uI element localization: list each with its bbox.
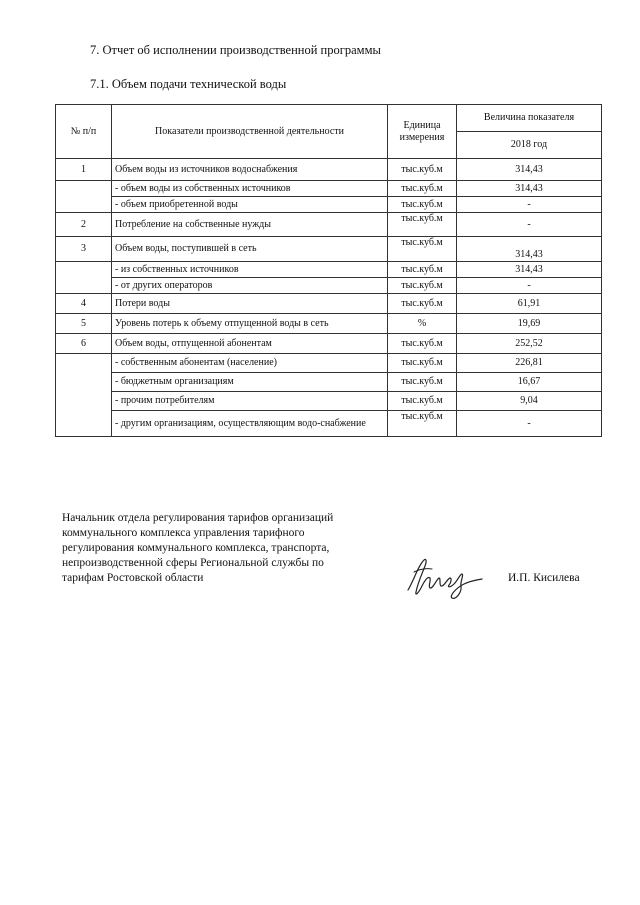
row-unit: тыс.куб.м bbox=[388, 278, 457, 294]
row-num bbox=[56, 262, 112, 294]
row-name: - от других операторов bbox=[112, 278, 388, 294]
table-row bbox=[56, 294, 602, 314]
row-value: 19,69 bbox=[457, 314, 602, 334]
table-row bbox=[56, 262, 602, 278]
water-supply-table bbox=[55, 104, 602, 437]
table-row bbox=[56, 314, 602, 334]
row-unit: тыс.куб.м bbox=[388, 411, 457, 437]
row-name: - из собственных источников bbox=[112, 262, 388, 278]
row-name: - прочим потребителям bbox=[112, 392, 388, 411]
row-value: 314,43 bbox=[457, 181, 602, 197]
table-row bbox=[56, 237, 602, 262]
row-num bbox=[56, 181, 112, 213]
row-value: 9,04 bbox=[457, 392, 602, 411]
row-value: - bbox=[457, 197, 602, 213]
row-num: 5 bbox=[56, 314, 112, 334]
row-value: - bbox=[457, 278, 602, 294]
header-value: Величина показателя bbox=[457, 105, 602, 132]
position-line: регулирования коммунального комплекса, транспорта, bbox=[62, 542, 330, 554]
header-num: № п/п bbox=[56, 105, 112, 159]
row-unit: % bbox=[388, 314, 457, 334]
row-unit: тыс.куб.м bbox=[388, 294, 457, 314]
row-name: Объем воды, поступившей в сеть bbox=[112, 237, 388, 262]
row-name: - бюджетным организациям bbox=[112, 373, 388, 392]
position-line: тарифам Ростовской области bbox=[62, 572, 204, 584]
row-unit: тыс.куб.м bbox=[388, 373, 457, 392]
position-line: непроизводственной сферы Региональной службы по bbox=[62, 557, 324, 569]
row-unit: тыс.куб.м bbox=[388, 197, 457, 213]
row-value: 16,67 bbox=[457, 373, 602, 392]
row-num: 1 bbox=[56, 159, 112, 181]
table-row bbox=[56, 392, 602, 411]
row-value: 314,43 bbox=[457, 237, 602, 262]
handwritten-signature bbox=[404, 552, 484, 602]
row-name: - собственным абонентам (население) bbox=[112, 354, 388, 373]
table-row bbox=[56, 354, 602, 373]
header-indicator: Показатели производственной деятельности bbox=[112, 105, 388, 159]
signatory-name: И.П. Кисилева bbox=[508, 572, 580, 584]
position-line: коммунального комплекса управления тарифного bbox=[62, 527, 305, 539]
row-unit: тыс.куб.м bbox=[388, 159, 457, 181]
position-line: Начальник отдела регулирования тарифов организаций bbox=[62, 512, 334, 524]
row-name: Объем воды из источников водоснабжения bbox=[112, 159, 388, 181]
table-row bbox=[56, 181, 602, 197]
row-num: 3 bbox=[56, 237, 112, 262]
row-unit: тыс.куб.м bbox=[388, 392, 457, 411]
row-name: Потребление на собственные нужды bbox=[112, 213, 388, 237]
table-row bbox=[56, 334, 602, 354]
row-name: - объем воды из собственных источников bbox=[112, 181, 388, 197]
table-row bbox=[56, 197, 602, 213]
table-row bbox=[56, 373, 602, 392]
table-row bbox=[56, 411, 602, 437]
row-name: Объем воды, отпущенной абонентам bbox=[112, 334, 388, 354]
row-unit: тыс.куб.м bbox=[388, 354, 457, 373]
row-unit: тыс.куб.м bbox=[388, 262, 457, 278]
row-value: - bbox=[457, 213, 602, 237]
row-num: 6 bbox=[56, 334, 112, 354]
row-num: 2 bbox=[56, 213, 112, 237]
header-year: 2018 год bbox=[457, 132, 602, 159]
row-value: 226,81 bbox=[457, 354, 602, 373]
row-name: - объем приобретенной воды bbox=[112, 197, 388, 213]
signatory-position bbox=[62, 511, 392, 586]
row-unit: тыс.куб.м bbox=[388, 181, 457, 197]
table-row bbox=[56, 213, 602, 237]
row-value: - bbox=[457, 411, 602, 437]
row-unit: тыс.куб.м bbox=[388, 334, 457, 354]
row-unit: тыс.куб.м bbox=[388, 213, 457, 237]
row-num bbox=[56, 354, 112, 437]
section-heading: 7. Отчет об исполнении производственной программы bbox=[90, 43, 381, 57]
header-unit: Единица измерения bbox=[388, 105, 457, 159]
row-unit: тыс.куб.м bbox=[388, 237, 457, 262]
row-value: 61,91 bbox=[457, 294, 602, 314]
row-name: - другим организациям, осуществляющим водо-снабжение bbox=[112, 411, 388, 437]
row-name: Уровень потерь к объему отпущенной воды в сеть bbox=[112, 314, 388, 334]
row-num: 4 bbox=[56, 294, 112, 314]
table-row bbox=[56, 159, 602, 181]
table-row bbox=[56, 278, 602, 294]
row-value: 314,43 bbox=[457, 159, 602, 181]
row-name: Потери воды bbox=[112, 294, 388, 314]
subsection-heading: 7.1. Объем подачи технической воды bbox=[90, 77, 287, 91]
row-value: 314,43 bbox=[457, 262, 602, 278]
row-value: 252,52 bbox=[457, 334, 602, 354]
